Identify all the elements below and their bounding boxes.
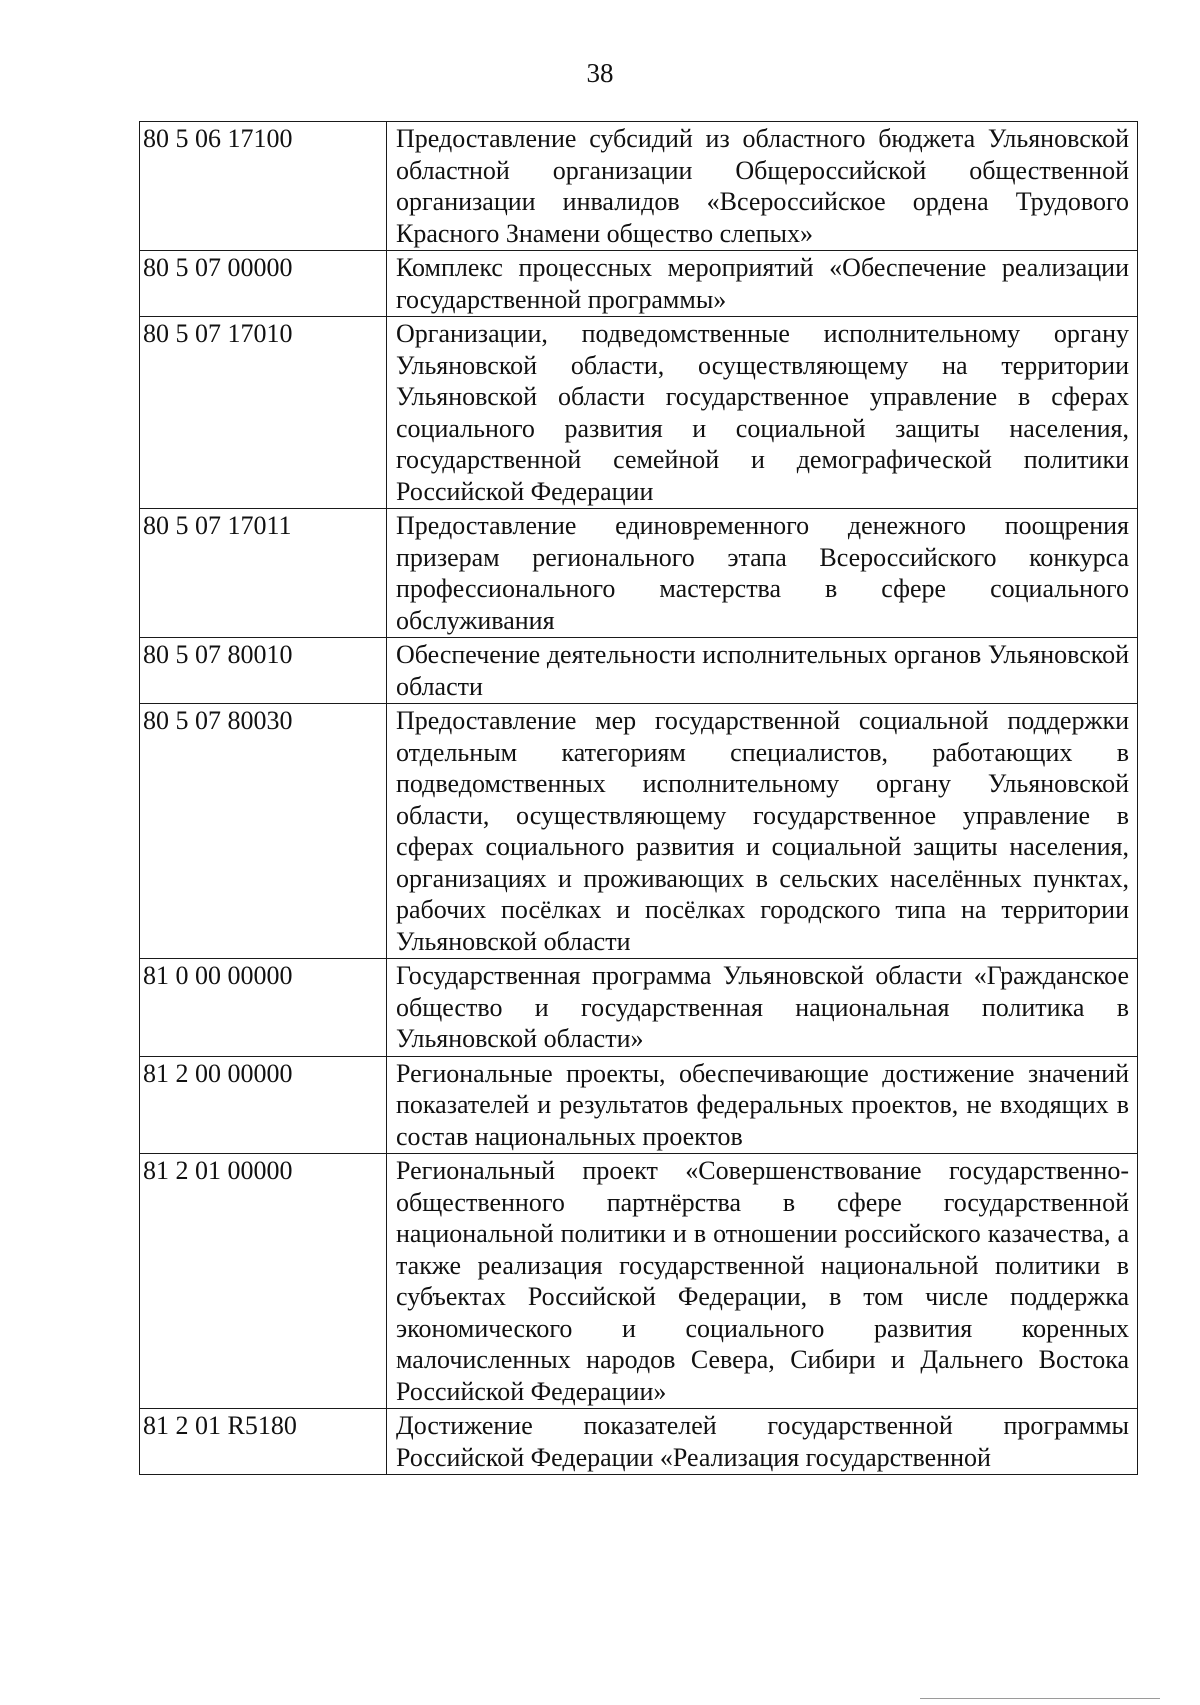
table-row (140, 122, 1138, 251)
table-row (140, 1056, 1138, 1154)
table-row (140, 1154, 1138, 1409)
description-cell: Предоставление единовременного денежного поощрения призерам регионального этапа Всероссийского конкурса профессионального мастерства в сфере социального обслуживания (387, 509, 1138, 638)
code-cell: 81 2 00 00000 (140, 1056, 387, 1154)
description-cell: Обеспечение деятельности исполнительных органов Ульяновской области (387, 638, 1138, 704)
page-number: 38 (586, 58, 614, 88)
code-cell: 80 5 07 17010 (140, 317, 387, 509)
table-row (140, 1409, 1138, 1475)
table-row (140, 317, 1138, 509)
footer-rule (920, 1698, 1160, 1699)
code-cell: 81 2 01 00000 (140, 1154, 387, 1409)
description-cell: Предоставление субсидий из областного бюджета Ульяновской областной организации Общероссийской общественной организации инвалидов «Всероссийское ордена Трудового Красного Знамени общество слепых» (387, 122, 1138, 251)
description-cell: Достижение показателей государственной программы Российской Федерации «Реализация государственной (387, 1409, 1138, 1475)
code-cell: 80 5 07 80010 (140, 638, 387, 704)
description-cell: Региональные проекты, обеспечивающие достижение значений показателей и результатов федеральных проектов, не входящих в состав национальных проектов (387, 1056, 1138, 1154)
description-cell: Региональный проект «Совершенствование государственно-общественного партнёрства в сфере государственной национальной политики и в отношении российского казачества, а также реализация государственной национальной политики в субъектах Российской Федерации, в том числе поддержка экономического и социального развития коренных малочисленных народов Севера, Сибири и Дальнего Востока Российской Федерации» (387, 1154, 1138, 1409)
code-cell: 80 5 07 00000 (140, 251, 387, 317)
code-cell: 80 5 07 17011 (140, 509, 387, 638)
table-row (140, 251, 1138, 317)
code-cell: 80 5 07 80030 (140, 704, 387, 959)
code-cell: 80 5 06 17100 (140, 122, 387, 251)
code-cell: 81 0 00 00000 (140, 959, 387, 1057)
table-row (140, 704, 1138, 959)
description-cell: Комплекс процессных мероприятий «Обеспечение реализации государственной программы» (387, 251, 1138, 317)
description-cell: Организации, подведомственные исполнительному органу Ульяновской области, осуществляющему на территории Ульяновской области государственное управление в сферах социального развития и социальной защиты населения, государственной семейной и демографической политики Российской Федерации (387, 317, 1138, 509)
description-cell: Государственная программа Ульяновской области «Гражданское общество и государственная национальная политика в Ульяновской области» (387, 959, 1138, 1057)
table-row (140, 959, 1138, 1057)
description-cell: Предоставление мер государственной социальной поддержки отдельным категориям специалистов, работающих в подведомственных исполнительному органу Ульяновской области, осуществляющему государственное управление в сферах социального развития и социальной защиты населения, организациях и проживающих в сельских населённых пунктах, рабочих посёлках и посёлках городского типа на территории Ульяновской области (387, 704, 1138, 959)
table-row (140, 509, 1138, 638)
table-row (140, 638, 1138, 704)
budget-code-table (139, 121, 1138, 1475)
code-cell: 81 2 01 R5180 (140, 1409, 387, 1475)
